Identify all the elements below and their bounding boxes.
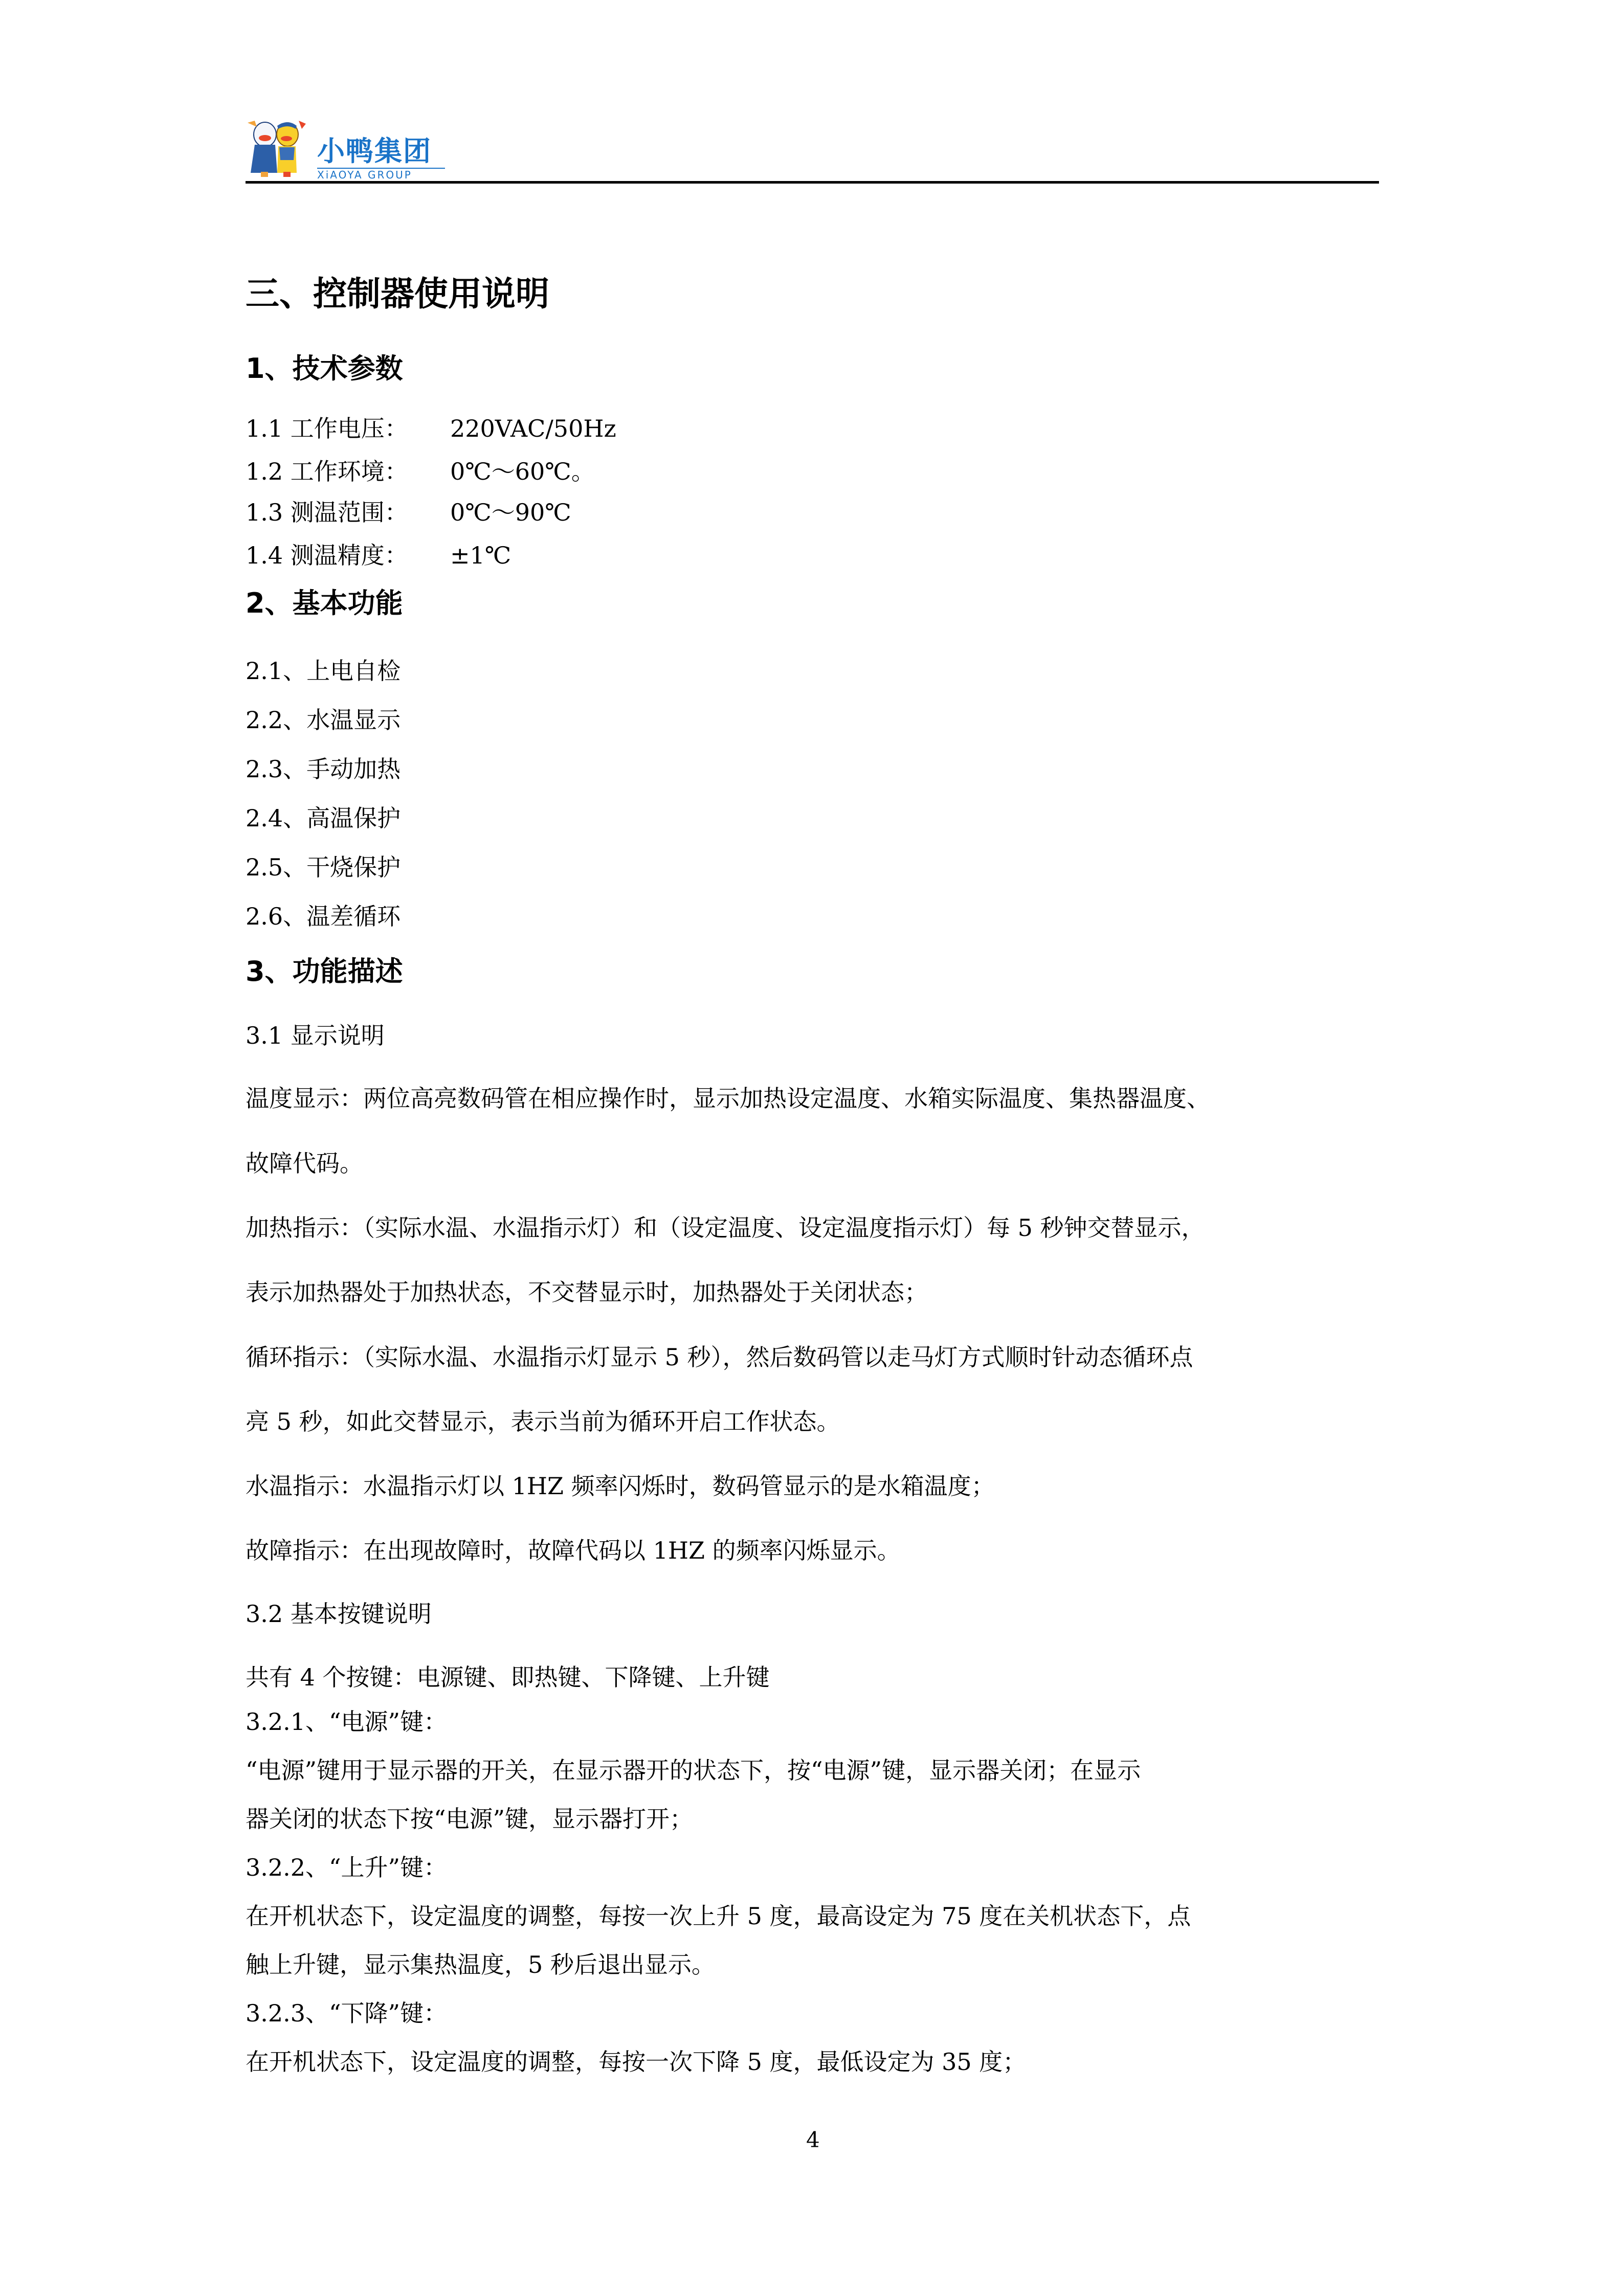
page-number: 4 (806, 2127, 820, 2152)
logo-english-text: XiAOYA GROUP (317, 169, 412, 181)
paragraph-line: 故障指示：在出现故障时，故障代码以 1HZ 的频率闪烁显示。 (246, 1537, 901, 1564)
section-heading-2: 2、基本功能 (246, 587, 403, 619)
page-title: 三、控制器使用说明 (246, 274, 549, 313)
param-value: 0℃～90℃ (450, 499, 571, 526)
param-label: 1.4 测温精度： (246, 542, 408, 569)
param-row (246, 456, 595, 487)
paragraph-line: 在开机状态下，设定温度的调整，每按一次下降 5 度，最低设定为 35 度； (246, 2048, 1027, 2076)
paragraph-line: “电源”键用于显示器的开关，在显示器开的状态下，按“电源”键，显示器关闭；在显示 (246, 1757, 1141, 1784)
paragraph-line: 在开机状态下，设定温度的调整，每按一次上升 5 度，最高设定为 75 度在关机状态下，点 (246, 1902, 1191, 1930)
param-value: ±1℃ (450, 542, 511, 569)
param-label: 1.2 工作环境： (246, 458, 408, 485)
param-label: 1.3 测温范围： (246, 499, 408, 526)
subsection-heading: 3.1 显示说明 (246, 1022, 385, 1049)
paragraph-line: 水温指示：水温指示灯以 1HZ 频率闪烁时，数码管显示的是水箱温度； (246, 1472, 995, 1500)
paragraph-line: 循环指示：（实际水温、水温指示灯显示 5 秒），然后数码管以走马灯方式顺时针动态循环点 (246, 1343, 1193, 1371)
param-label: 1.1 工作电压： (246, 415, 408, 442)
param-row (246, 413, 616, 444)
header-rule (246, 181, 1379, 184)
list-item: 2.5、干烧保护 (246, 853, 401, 881)
param-value: 0℃～60℃。 (450, 458, 595, 485)
paragraph-line: 表示加热器处于加热状态，不交替显示时，加热器处于关闭状态； (246, 1278, 928, 1306)
paragraph-line: 加热指示：（实际水温、水温指示灯）和（设定温度、设定温度指示灯）每 5 秒钟交替显示， (246, 1214, 1205, 1242)
param-value: 220VAC/50Hz (450, 415, 616, 442)
logo-chinese-text: 小鸭集团 (317, 135, 432, 167)
paragraph-line: 温度显示：两位高亮数码管在相应操作时，显示加热设定温度、水箱实际温度、集热器温度、 (246, 1085, 1210, 1112)
list-item: 2.6、温差循环 (246, 903, 401, 930)
paragraph-line: 3.2.2、“上升”键： (246, 1854, 448, 1881)
subsection-heading: 3.2 基本按键说明 (246, 1600, 432, 1628)
paragraph-line: 亮 5 秒，如此交替显示，表示当前为循环开启工作状态。 (246, 1408, 840, 1435)
list-item: 2.1、上电自检 (246, 657, 401, 685)
list-item: 2.3、手动加热 (246, 755, 401, 783)
company-logo (246, 117, 460, 179)
paragraph-line: 故障代码。 (246, 1150, 363, 1177)
duck-mascot-icon (246, 117, 307, 179)
section-heading-3: 3、功能描述 (246, 955, 403, 987)
paragraph-line: 触上升键，显示集热温度，5 秒后退出显示。 (246, 1951, 715, 1978)
section-heading-1: 1、技术参数 (246, 352, 403, 385)
param-row (246, 540, 511, 571)
param-row (246, 497, 571, 528)
paragraph-line: 3.2.3、“下降”键： (246, 1999, 448, 2027)
list-item: 2.2、水温显示 (246, 706, 401, 734)
paragraph-line: 共有 4 个按键：电源键、即热键、下降键、上升键 (246, 1663, 770, 1691)
paragraph-line: 器关闭的状态下按“电源”键，显示器打开； (246, 1805, 694, 1833)
paragraph-line: 3.2.1、“电源”键： (246, 1708, 448, 1736)
list-item: 2.4、高温保护 (246, 804, 401, 832)
